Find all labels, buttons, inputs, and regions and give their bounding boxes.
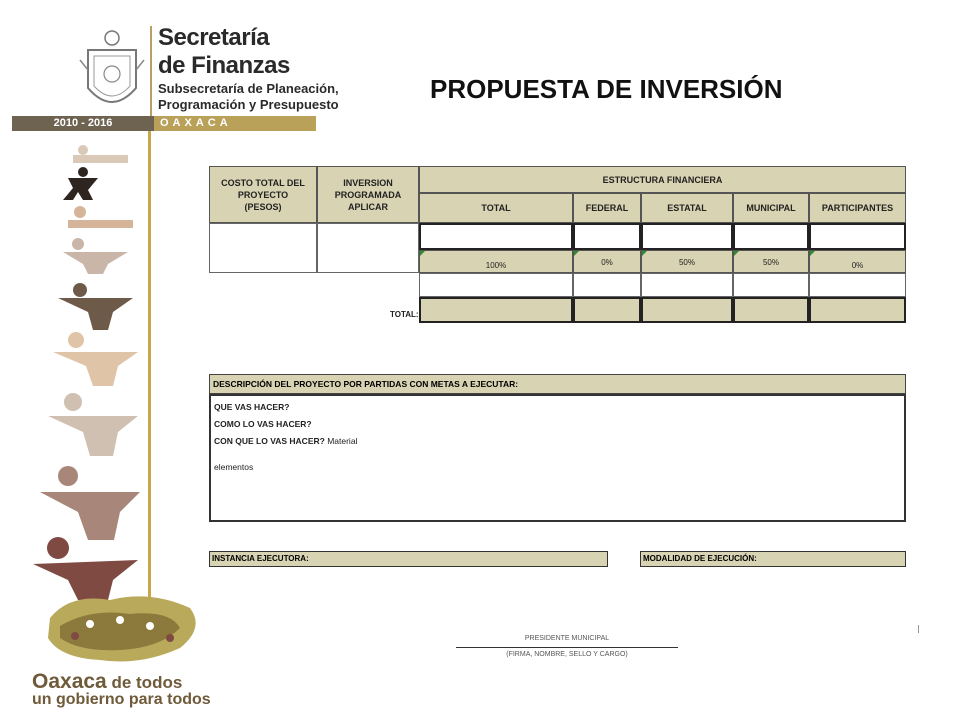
gold-vertical-line bbox=[148, 131, 151, 601]
pct-federal: 0% bbox=[573, 250, 641, 273]
participantes-total-cell bbox=[809, 297, 906, 323]
col-costo-total: COSTO TOTAL DEL PROYECTO (PESOS) bbox=[209, 166, 317, 223]
col-federal: FEDERAL bbox=[573, 193, 641, 223]
secretaria-title: Secretaría bbox=[158, 24, 270, 51]
answer-elementos: elementos bbox=[214, 462, 254, 472]
question-con-que-answer: Material bbox=[327, 436, 358, 446]
question-con-que-label: CON QUE LO VAS HACER? bbox=[214, 436, 325, 446]
instancia-ejecutora-field[interactable]: INSTANCIA EJECUTORA: bbox=[209, 551, 608, 567]
blank-participantes-cell[interactable] bbox=[809, 273, 906, 297]
costo-total-input[interactable] bbox=[209, 223, 317, 273]
municipal-total-cell bbox=[733, 297, 809, 323]
oaxaca-map-logo-icon bbox=[30, 588, 210, 668]
state-band: OAXACA bbox=[154, 116, 316, 131]
federal-total-cell bbox=[573, 297, 641, 323]
blank-federal-cell[interactable] bbox=[573, 273, 641, 297]
blank-estatal-cell[interactable] bbox=[641, 273, 733, 297]
municipal-amount-input[interactable] bbox=[733, 223, 809, 250]
brand-line2: un gobierno para todos bbox=[32, 691, 211, 708]
total-row-label: TOTAL: bbox=[390, 310, 419, 319]
question-con-que bbox=[214, 436, 357, 446]
signature-fields: (FIRMA, NOMBRE, SELLO Y CARGO) bbox=[506, 651, 628, 658]
pct-participantes: 0% bbox=[809, 250, 906, 273]
page-title: PROPUESTA DE INVERSIÓN bbox=[430, 74, 783, 104]
col-inversion-programada: INVERSION PROGRAMADA APLICAR bbox=[317, 166, 419, 223]
participantes-amount-input[interactable] bbox=[809, 223, 906, 250]
blank-total-cell[interactable] bbox=[419, 273, 573, 297]
pct-estatal: 50% bbox=[641, 250, 733, 273]
finanzas-title: de Finanzas bbox=[158, 52, 290, 79]
blank-municipal-cell[interactable] bbox=[733, 273, 809, 297]
signature-line bbox=[456, 647, 678, 648]
federal-amount-input[interactable] bbox=[573, 223, 641, 250]
signature-role: PRESIDENTE MUNICIPAL bbox=[524, 635, 610, 642]
pct-municipal: 50% bbox=[733, 250, 809, 273]
years-band: 2010 - 2016 bbox=[12, 116, 154, 131]
brand-name: Oaxaca bbox=[32, 670, 107, 693]
grand-total-cell bbox=[419, 297, 573, 323]
description-body[interactable] bbox=[209, 394, 906, 522]
question-como: COMO LO VAS HACER? bbox=[214, 419, 312, 429]
subsecretaria-line2: Programación y Presupuesto bbox=[158, 97, 339, 112]
subsecretaria-line1: Subsecretaría de Planeación, bbox=[158, 81, 339, 96]
col-total: TOTAL bbox=[419, 193, 573, 223]
col-estructura-financiera: ESTRUCTURA FINANCIERA bbox=[419, 166, 906, 193]
description-header: DESCRIPCIÓN DEL PROYECTO POR PARTIDAS CON METAS A EJECUTAR: bbox=[209, 374, 906, 394]
page-tick-mark bbox=[918, 625, 919, 633]
estatal-amount-input[interactable] bbox=[641, 223, 733, 250]
col-participantes: PARTICIPANTES bbox=[809, 193, 906, 223]
col-estatal: ESTATAL bbox=[641, 193, 733, 223]
pct-total: 100% bbox=[419, 250, 573, 273]
estatal-total-cell bbox=[641, 297, 733, 323]
modalidad-ejecucion-field[interactable]: MODALIDAD DE EJECUCIÓN: bbox=[640, 551, 906, 567]
question-que: QUE VAS HACER? bbox=[214, 402, 290, 412]
total-amount-input[interactable] bbox=[419, 223, 573, 250]
people-chain-icon bbox=[28, 140, 148, 600]
brand-suffix: de todos bbox=[106, 673, 183, 692]
inversion-programada-input[interactable] bbox=[317, 223, 419, 273]
header-divider bbox=[150, 26, 152, 118]
state-seal-icon bbox=[78, 26, 146, 118]
col-municipal: MUNICIPAL bbox=[733, 193, 809, 223]
